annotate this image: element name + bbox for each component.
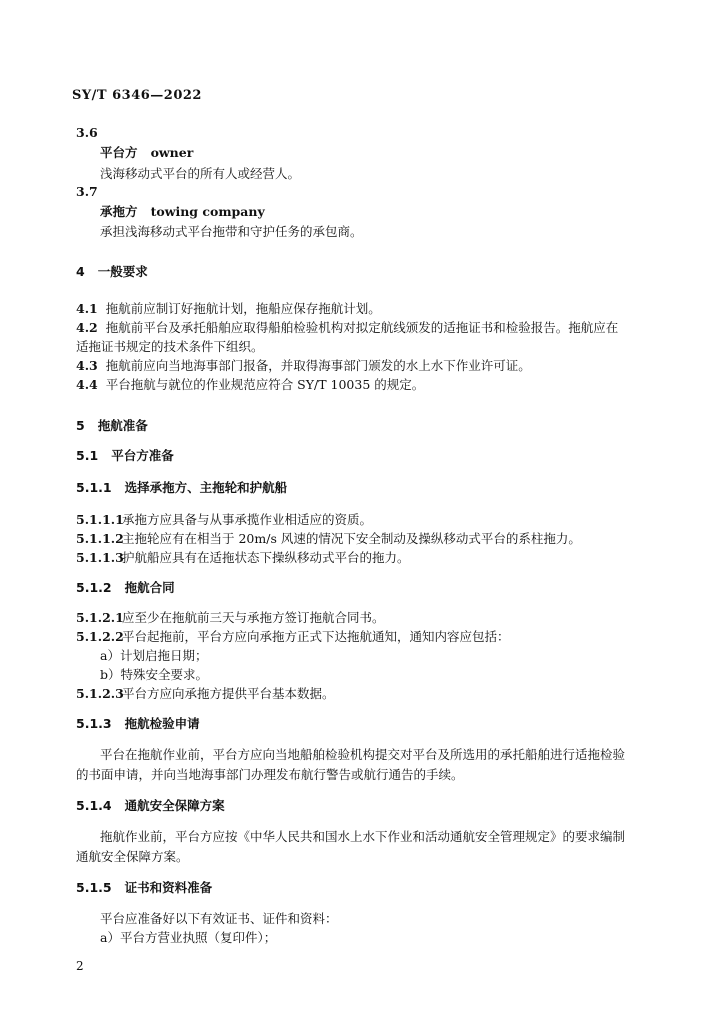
term-number: 3.6	[76, 125, 98, 140]
clause-text: 拖航前应向当地海事部门报备，并取得海事部门颁发的水上水下作业许可证。	[105, 358, 531, 373]
section-title: 拖航准备	[97, 418, 148, 433]
subsection-heading	[76, 480, 287, 496]
clause-number: 4.2	[76, 320, 98, 335]
list-label: a）	[100, 648, 120, 663]
page-number: 2	[76, 959, 84, 973]
clause	[76, 377, 424, 393]
clause-number: 4.4	[76, 377, 98, 392]
list-item	[100, 667, 208, 683]
clause-number: 5.1.2.3	[76, 686, 124, 701]
subsection-heading	[76, 448, 174, 464]
term-title	[100, 145, 193, 161]
paragraph-line: 平台在拖航作业前，平台方应向当地船舶检验机构提交对平台及所选用的承托船舶进行适拖检验	[100, 747, 626, 762]
clause-text: 平台方应向承拖方提供平台基本数据。	[122, 686, 335, 701]
subsection-heading	[76, 580, 175, 596]
term-definition: 承担浅海移动式平台拖带和守护任务的承包商。	[100, 224, 363, 239]
subsection-title: 平台方准备	[111, 448, 174, 463]
clause	[76, 686, 335, 702]
subsection-title: 选择承拖方、主拖轮和护航船	[124, 480, 288, 495]
clause-text: 平台拖航与就位的作业规范应符合 SY/T 10035 的规定。	[105, 377, 425, 392]
document-code: SY/T 6346—2022	[72, 88, 202, 103]
clause-text: 护航船应具有在适拖状态下操纵移动式平台的拖力。	[122, 550, 410, 565]
list-label: b）	[100, 667, 121, 682]
list-text: 平台方营业执照（复印件）；	[119, 930, 277, 945]
clause	[76, 358, 531, 374]
clause-text: 平台起拖前，平台方应向承拖方正式下达拖航通知，通知内容应包括：	[122, 629, 510, 644]
clause-number: 5.1.2.2	[76, 629, 124, 644]
clause	[76, 512, 372, 528]
section-heading	[76, 418, 148, 434]
term-number: 3.7	[76, 184, 98, 199]
clause-text: 拖航前应制订好拖航计划，拖船应保存拖航计划。	[105, 301, 381, 316]
list-item	[100, 930, 276, 946]
subsection-title: 证书和资料准备	[124, 880, 213, 895]
subsection-number: 5.1	[76, 448, 99, 463]
list-text: 特殊安全要求。	[120, 667, 209, 682]
clause-text: 应至少在拖航前三天与承拖方签订拖航合同书。	[122, 610, 385, 625]
subsection-heading	[76, 716, 200, 732]
paragraph-line: 的书面申请，并向当地海事部门办理发布航行警告或航行通告的手续。	[76, 767, 464, 782]
clause-number: 5.1.2.1	[76, 610, 124, 625]
clause-number: 5.1.1.3	[76, 550, 124, 565]
clause-number: 5.1.1.1	[76, 512, 124, 527]
subsection-title: 拖航检验申请	[124, 716, 200, 731]
subsection-heading	[76, 798, 225, 814]
section-title: 一般要求	[97, 264, 148, 279]
clause	[76, 320, 618, 336]
subsection-number: 5.1.1	[76, 480, 112, 495]
clause-continuation: 适拖证书规定的技术条件下组织。	[76, 339, 264, 354]
section-number: 4	[76, 264, 85, 279]
subsection-heading	[76, 880, 212, 896]
term-en: towing company	[150, 204, 265, 219]
subsection-number: 5.1.5	[76, 880, 112, 895]
clause-text: 主拖轮应有在相当于 20m/s 风速的情况下安全制动及操纵移动式平台的系柱拖力。	[122, 531, 581, 546]
term-cn: 承拖方	[100, 204, 138, 219]
paragraph-line: 平台应准备好以下有效证书、证件和资料：	[100, 911, 338, 926]
clause	[76, 301, 381, 317]
clause	[76, 629, 510, 645]
term-en: owner	[150, 145, 194, 160]
clause-number: 4.1	[76, 301, 98, 316]
term-cn: 平台方	[100, 145, 138, 160]
clause-number: 4.3	[76, 358, 98, 373]
clause	[76, 531, 581, 547]
list-label: a）	[100, 930, 120, 945]
clause-number: 5.1.1.2	[76, 531, 124, 546]
clause-text: 承拖方应具备与从事承揽作业相适应的资质。	[122, 512, 373, 527]
clause-text: 拖航前平台及承托船舶应取得船舶检验机构对拟定航线颁发的适拖证书和检验报告。拖航应在	[105, 320, 619, 335]
subsection-number: 5.1.4	[76, 798, 112, 813]
subsection-title: 通航安全保障方案	[124, 798, 225, 813]
section-number: 5	[76, 418, 85, 433]
term-definition: 浅海移动式平台的所有人或经营人。	[100, 166, 301, 181]
list-text: 计划启拖日期；	[119, 648, 208, 663]
section-heading	[76, 264, 148, 280]
list-item	[100, 648, 207, 664]
paragraph-line: 通航安全保障方案。	[76, 849, 189, 864]
clause	[76, 550, 410, 566]
subsection-title: 拖航合同	[124, 580, 175, 595]
term-title	[100, 204, 265, 220]
subsection-number: 5.1.2	[76, 580, 112, 595]
paragraph-line: 拖航作业前，平台方应按《中华人民共和国水上水下作业和活动通航安全管理规定》的要求编制	[100, 829, 626, 844]
clause	[76, 610, 385, 626]
subsection-number: 5.1.3	[76, 716, 112, 731]
